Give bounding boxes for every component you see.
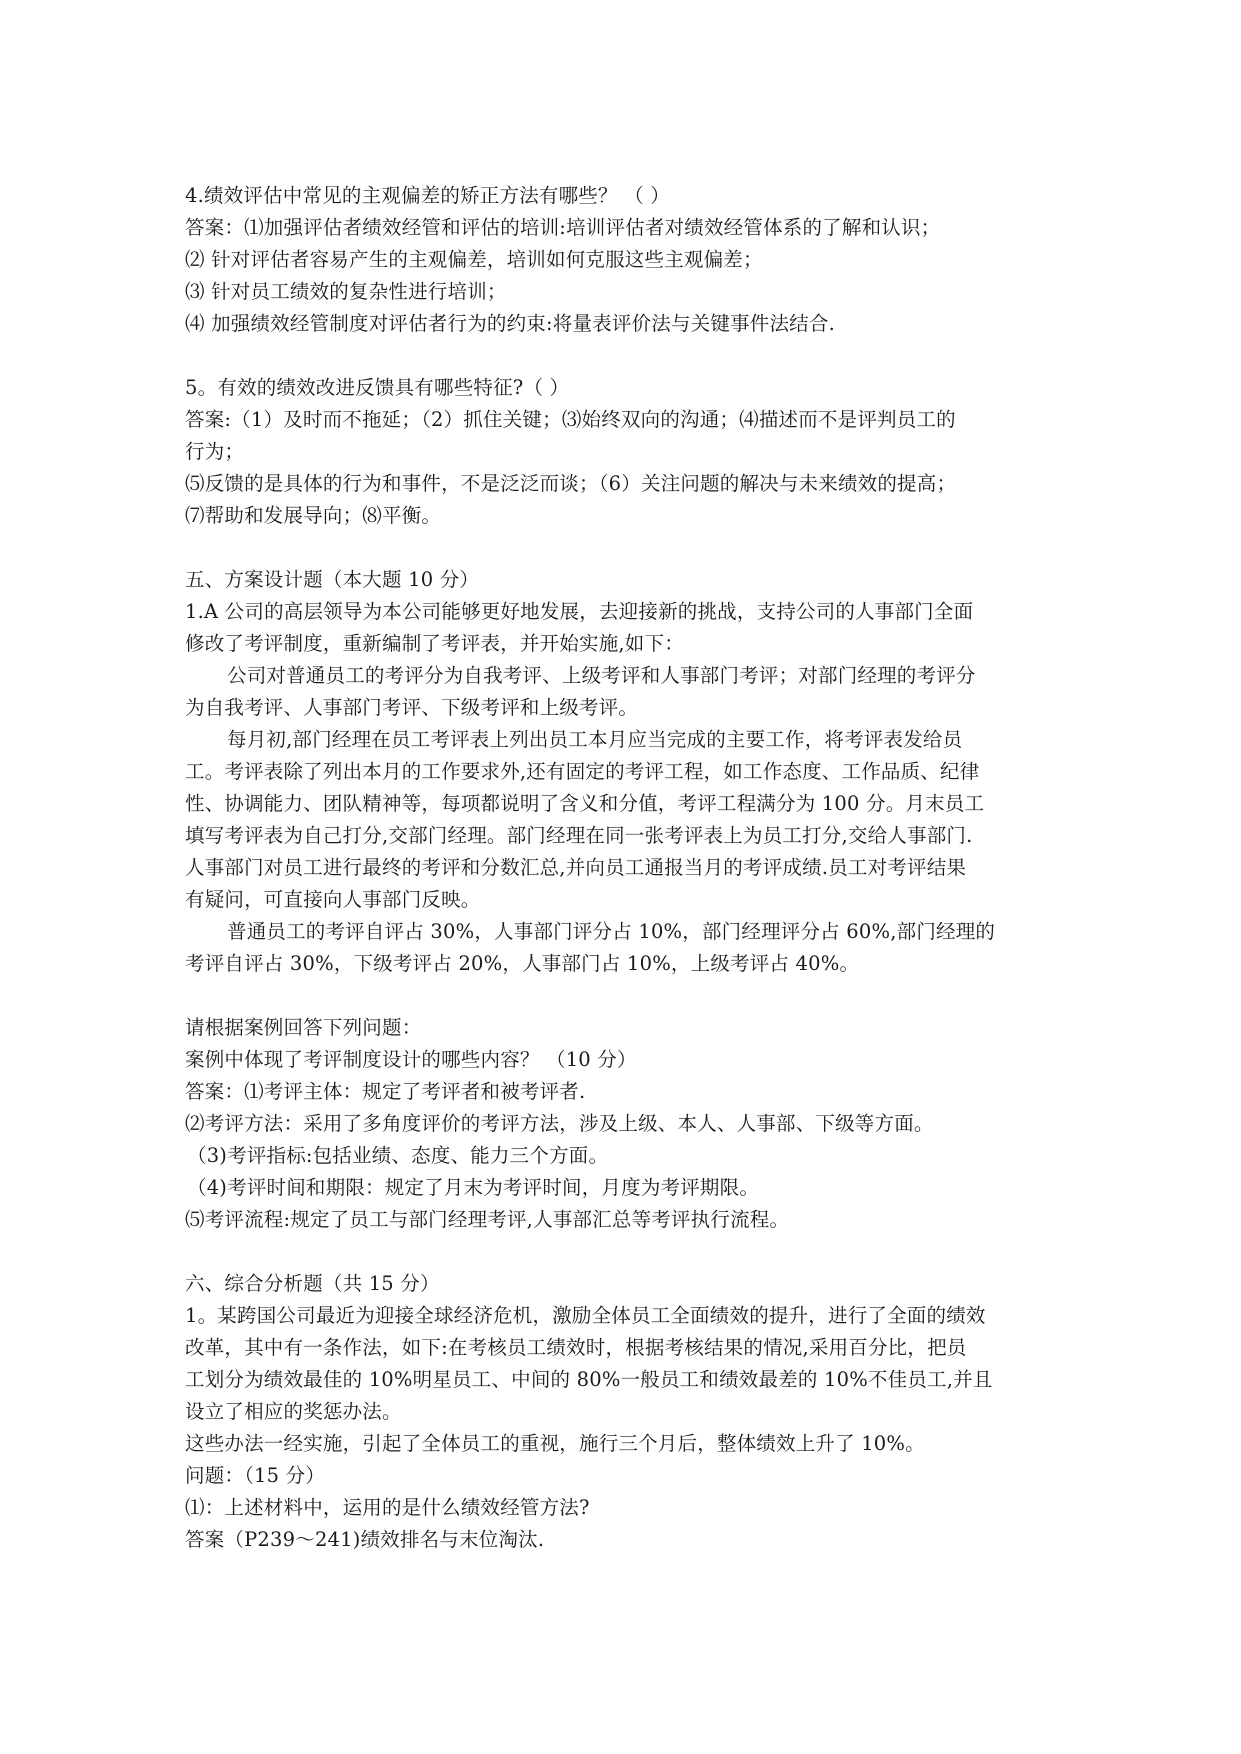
section5-heading: 五、方案设计题（本大题 10 分） xyxy=(185,568,480,591)
q5-question: 5。有效的绩效改进反馈具有哪些特征?（ ） xyxy=(185,376,570,399)
section5-answer-line-4: （4)考评时间和期限：规定了月末为考评时间，月度为考评期限。 xyxy=(187,1176,760,1199)
section5-para2-line-5: 人事部门对员工进行最终的考评和分数汇总,并向员工通报当月的考评成绩.员工对考评结果 xyxy=(185,856,967,879)
section5-para2-line-1: 每月初,部门经理在员工考评表上列出员工本月应当完成的主要工作，将考评表发给员 xyxy=(227,728,963,751)
section6-case-line-4: 设立了相应的奖惩办法。 xyxy=(185,1400,402,1423)
section5-question: 案例中体现了考评制度设计的哪些内容？ （10 分） xyxy=(185,1048,637,1071)
section6-case-line-3: 工划分为绩效最佳的 10%明星员工、中间的 80%一般员工和绩效最差的 10%不佳员工,并且 xyxy=(185,1368,993,1391)
section5-para2-line-2: 工。考评表除了列出本月的工作要求外,还有固定的考评工程，如工作态度、工作品质、纪律 xyxy=(185,760,980,783)
spacer xyxy=(185,340,1065,372)
section6-case-line-5: 这些办法一经实施，引起了全体员工的重视，施行三个月后，整体绩效上升了 10%。 xyxy=(185,1432,925,1455)
q4-question: 4.绩效评估中常见的主观偏差的矫正方法有哪些？ （ ） xyxy=(185,184,670,207)
section5-answer-line-5: ⑸考评流程:规定了员工与部门经理考评,人事部汇总等考评执行流程。 xyxy=(185,1208,790,1231)
q4-answer-line-4: ⑷ 加强绩效经管制度对评估者行为的约束:将量表评价法与关键事件法结合. xyxy=(185,312,835,335)
section5-case-line-1: 1.A 公司的高层领导为本公司能够更好地发展，去迎接新的挑战，支持公司的人事部门全面 xyxy=(185,600,974,623)
section5-para2-line-4: 填写考评表为自己打分,交部门经理。部门经理在同一张考评表上为员工打分,交给人事部门. xyxy=(185,824,973,847)
section5-answer-line-3: （3)考评指标:包括业绩、态度、能力三个方面。 xyxy=(187,1144,609,1167)
section5-para2-line-6: 有疑问，可直接向人事部门反映。 xyxy=(185,888,481,911)
q4-answer-line-3: ⑶ 针对员工绩效的复杂性进行培训； xyxy=(185,280,507,303)
spacer xyxy=(185,1236,1065,1268)
section5-para3-line-1: 普通员工的考评自评占 30%，人事部门评分占 10%，部门经理评分占 60%,部门经理的 xyxy=(227,920,996,943)
section5-para3-line-2: 考评自评占 30%，下级考评占 20%，人事部门占 10%，上级考评占 40%。 xyxy=(185,952,860,975)
section5-para2-line-3: 性、协调能力、团队精神等，每项都说明了含义和分值，考评工程满分为 100 分。月末员工 xyxy=(185,792,985,815)
q4-answer-line-1: 答案：⑴加强评估者绩效经管和评估的培训:培训评估者对绩效经管体系的了解和认识； xyxy=(185,216,941,239)
section6-question-1: ⑴：上述材料中，运用的是什么绩效经管方法? xyxy=(185,1496,590,1519)
document-page xyxy=(185,180,1065,1556)
q5-answer-line-3: ⑸反馈的是具体的行为和事件，不是泛泛而谈；（6）关注问题的解决与未来绩效的提高； xyxy=(185,472,957,495)
section6-case-line-2: 改革，其中有一条作法，如下:在考核员工绩效时，根据考核结果的情况,采用百分比，把员 xyxy=(185,1336,967,1359)
section5-prompt: 请根据案例回答下列问题： xyxy=(185,1016,422,1039)
section6-case-line-1: 1。某跨国公司最近为迎接全球经济危机，激励全体员工全面绩效的提升，进行了全面的绩效 xyxy=(185,1304,986,1327)
q4-answer-line-2: ⑵ 针对评估者容易产生的主观偏差，培训如何克服这些主观偏差； xyxy=(185,248,763,271)
q5-answer-line-4: ⑺帮助和发展导向；⑻平衡。 xyxy=(185,504,442,527)
spacer xyxy=(185,980,1065,1012)
spacer xyxy=(185,532,1065,564)
section5-para1-line-1: 公司对普通员工的考评分为自我考评、上级考评和人事部门考评；对部门经理的考评分 xyxy=(227,664,976,687)
section6-heading: 六、综合分析题（共 15 分） xyxy=(185,1272,440,1295)
section5-answer-line-2: ⑵考评方法：采用了多角度评价的考评方法，涉及上级、本人、人事部、下级等方面。 xyxy=(185,1112,934,1135)
section6-question-header: 问题：（15 分） xyxy=(185,1464,326,1487)
q5-answer-line-2: 行为； xyxy=(185,440,245,463)
section5-answer-line-1: 答案：⑴考评主体：规定了考评者和被考评者. xyxy=(185,1080,586,1103)
section6-answer-1: 答案（P239～241)绩效排名与末位淘汰. xyxy=(185,1528,545,1551)
q5-answer-line-1: 答案:（1）及时而不拖延；（2）抓住关键；⑶始终双向的沟通；⑷描述而不是评判员工的 xyxy=(185,408,956,431)
section5-para1-line-2: 为自我考评、人事部门考评、下级考评和上级考评。 xyxy=(185,696,639,719)
section5-case-line-2: 修改了考评制度，重新编制了考评表，并开始实施,如下： xyxy=(185,632,684,655)
